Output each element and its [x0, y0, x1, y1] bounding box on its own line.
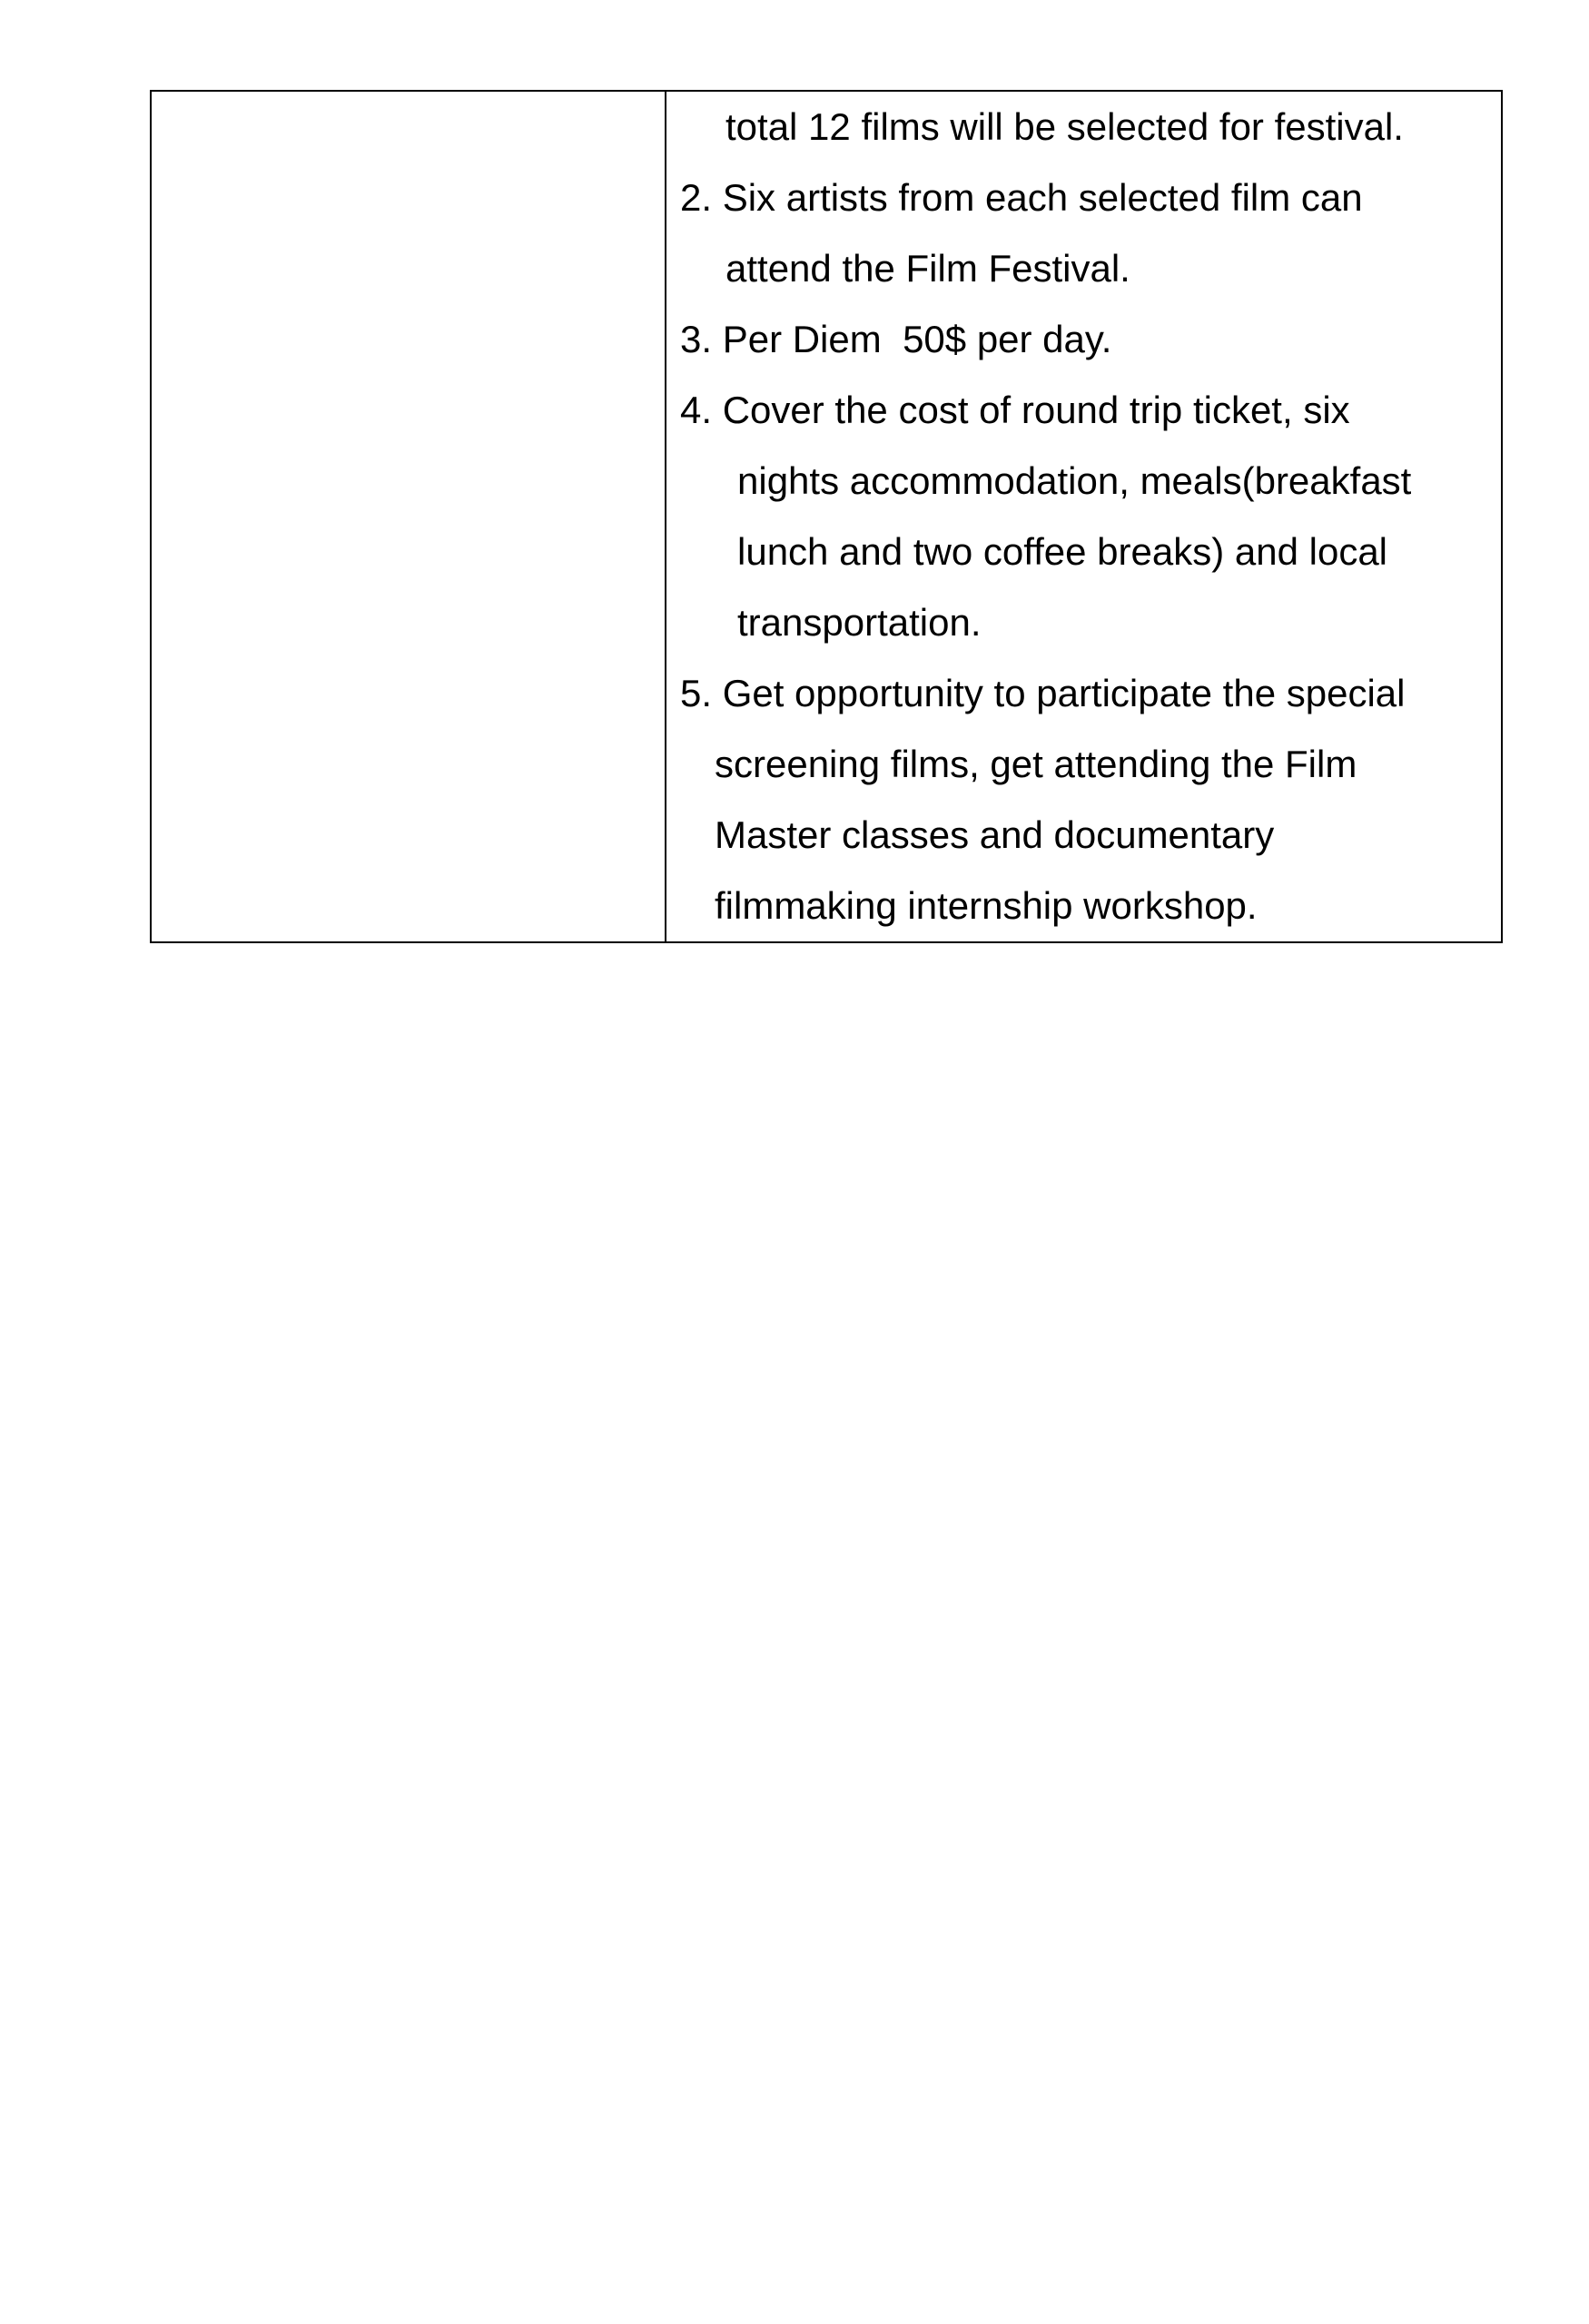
- list-item-2-continuation: attend the Film Festival.: [725, 247, 1130, 290]
- table-right-cell: [666, 92, 1501, 941]
- list-item-5-continuation-2: Master classes and documentary: [715, 813, 1275, 856]
- list-item-4-continuation-3: transportation.: [737, 601, 982, 644]
- list-item-5-continuation-1: screening films, get attending the Film: [715, 743, 1357, 785]
- content-table: [150, 90, 1503, 943]
- table-left-cell: [152, 92, 666, 941]
- list-item-3: 3. Per Diem 50$ per day.: [680, 318, 1112, 360]
- list-item-4: 4. Cover the cost of round trip ticket, six: [680, 389, 1350, 431]
- list-item-5: 5. Get opportunity to participate the special: [680, 672, 1406, 714]
- list-item-5-continuation-3: filmmaking internship workshop.: [715, 884, 1258, 927]
- list-item-2: 2. Six artists from each selected film can: [680, 176, 1363, 219]
- text-line-continuation-1: total 12 films will be selected for festival.: [725, 105, 1404, 148]
- list-item-4-continuation-1: nights accommodation, meals(breakfast: [737, 459, 1412, 502]
- list-item-4-continuation-2: lunch and two coffee breaks) and local: [737, 530, 1388, 573]
